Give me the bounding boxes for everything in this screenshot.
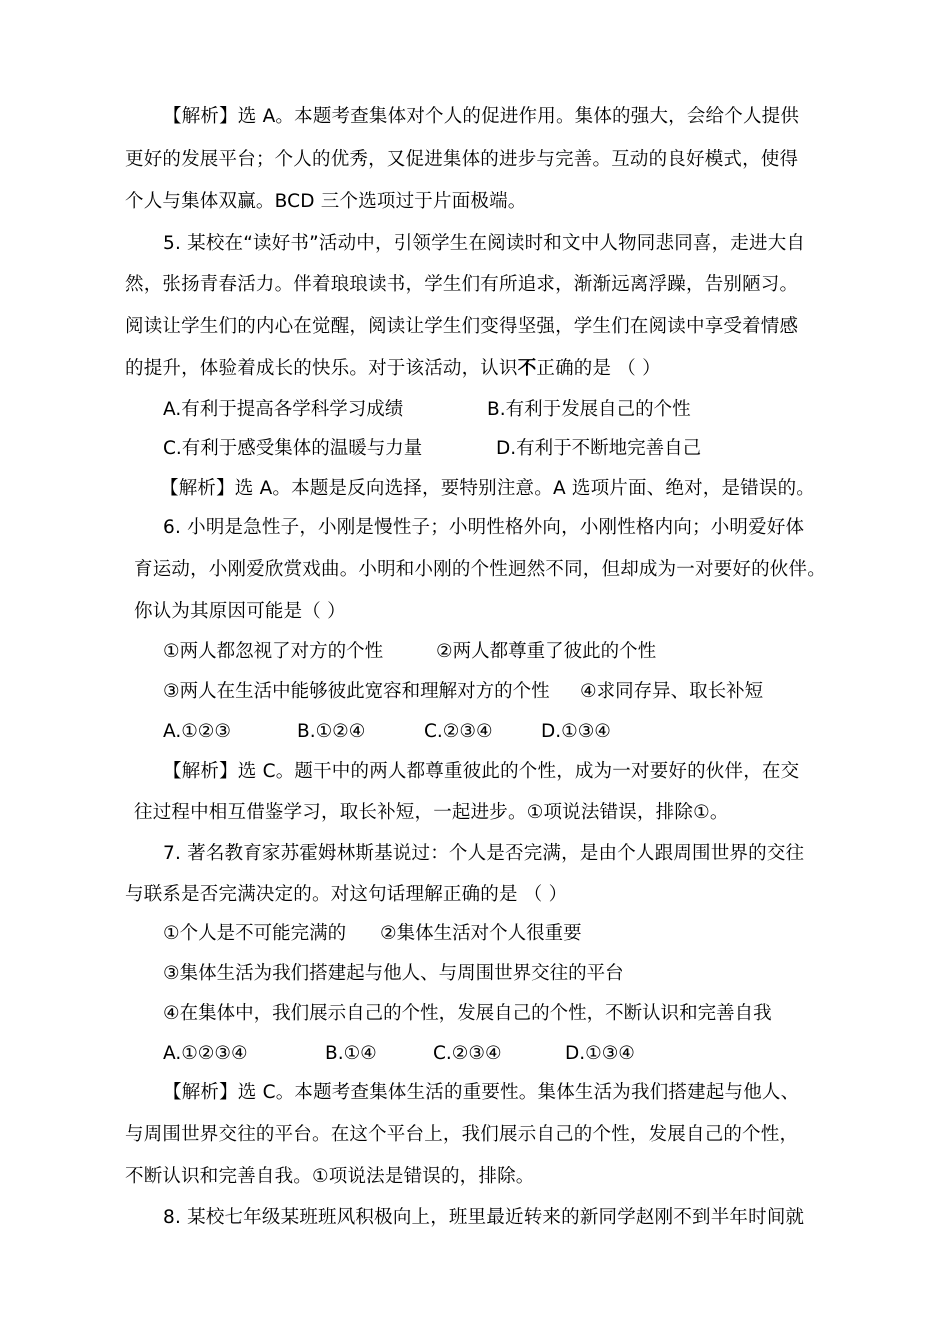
question-5-line-1: 5. 某校在“读好书”活动中，引领学生在阅读时和文中人物同悲同喜，走进大自 [163, 233, 806, 254]
analysis-q7-line-1: 【解析】选 C。本题考查集体生活的重要性。集体生活为我们搭建起与他人、 [163, 1082, 800, 1103]
analysis-q7-line-3: 不断认识和完善自我。①项说法是错误的，排除。 [125, 1166, 535, 1187]
question-5-line-2: 然，张扬青春活力。伴着琅琅读书，学生们有所追求，渐渐远离浮躁，告别陋习。 [125, 274, 799, 295]
question-5-option-c: C.有利于感受集体的温暖与力量 [163, 438, 423, 459]
question-6-option-c: C.②③④ [424, 721, 493, 742]
question-5-emphasis-not: 不 [517, 358, 537, 379]
question-5-line-4-post: 正确的是 （ ） [536, 358, 661, 379]
analysis-q6-line-2: 往过程中相互借鉴学习，取长补短，一起进步。①项说法错误，排除①。 [134, 802, 729, 823]
analysis-q7-line-2: 与周围世界交往的平台。在这个平台上，我们展示自己的个性，发展自己的个性， [125, 1124, 799, 1145]
question-6-line-1: 6. 小明是急性子，小刚是慢性子；小明性格外向，小刚性格内向；小明爱好体 [163, 517, 805, 538]
question-6-option-b: B.①②④ [297, 721, 366, 742]
question-5-line-4-pre: 的提升，体验着成长的快乐。对于该活动，认识 [125, 358, 518, 379]
question-6-option-a: A.①②③ [163, 721, 231, 742]
question-7-statement-3: ③集体生活为我们搭建起与他人、与周围世界交往的平台 [163, 963, 624, 984]
question-5-option-a: A.有利于提高各学科学习成绩 [163, 399, 404, 420]
analysis-q6-line-1: 【解析】选 C。题干中的两人都尊重彼此的个性，成为一对要好的伙伴，在交 [163, 761, 800, 782]
question-7-option-a: A.①②③④ [163, 1043, 248, 1064]
question-7-statement-2: ②集体生活对个人很重要 [380, 923, 582, 944]
analysis-q4-line-1: 【解析】选 A。本题考查集体对个人的促进作用。集体的强大，会给个人提供 [163, 106, 800, 127]
question-7-line-2: 与联系是否完满决定的。对这句话理解正确的是 （ ） [125, 884, 568, 905]
analysis-q4-line-3: 个人与集体双赢。BCD 三个选项过于片面极端。 [125, 191, 527, 212]
analysis-q5-line-1: 【解析】选 A。本题是反向选择，要特别注意。A 选项片面、绝对，是错误的。 [160, 478, 815, 499]
question-7-option-c: C.②③④ [433, 1043, 502, 1064]
question-6-line-2: 育运动，小刚爱欣赏戏曲。小明和小刚的个性迥然不同，但却成为一对要好的伙伴。 [134, 559, 826, 580]
question-5-option-b: B.有利于发展自己的个性 [487, 399, 691, 420]
question-6-option-d: D.①③④ [541, 721, 611, 742]
analysis-q4-line-2: 更好的发展平台；个人的优秀，又促进集体的进步与完善。互动的良好模式，使得 [125, 149, 799, 170]
question-7-option-d: D.①③④ [565, 1043, 635, 1064]
question-5-line-4 [125, 357, 661, 381]
question-5-line-3: 阅读让学生们的内心在觉醒，阅读让学生们变得坚强，学生们在阅读中享受着情感 [125, 316, 799, 337]
question-5-option-d: D.有利于不断地完善自己 [496, 438, 702, 459]
question-7-line-1: 7. 著名教育家苏霍姆林斯基说过：个人是否完满，是由个人跟周围世界的交往 [163, 843, 805, 864]
question-7-statement-4: ④在集体中，我们展示自己的个性，发展自己的个性，不断认识和完善自我 [163, 1003, 772, 1024]
question-7-option-b: B.①④ [325, 1043, 377, 1064]
question-8-line-1: 8. 某校七年级某班班风积极向上，班里最近转来的新同学赵刚不到半年时间就 [163, 1207, 805, 1228]
question-6-statement-4: ④求同存异、取长补短 [580, 681, 764, 702]
question-6-statement-1: ①两人都忽视了对方的个性 [163, 641, 384, 662]
question-6-line-3: 你认为其原因可能是（ ） [134, 601, 346, 622]
question-7-statement-1: ①个人是不可能完满的 [163, 923, 347, 944]
question-6-statement-2: ②两人都尊重了彼此的个性 [436, 641, 657, 662]
question-6-statement-3: ③两人在生活中能够彼此宽容和理解对方的个性 [163, 681, 550, 702]
